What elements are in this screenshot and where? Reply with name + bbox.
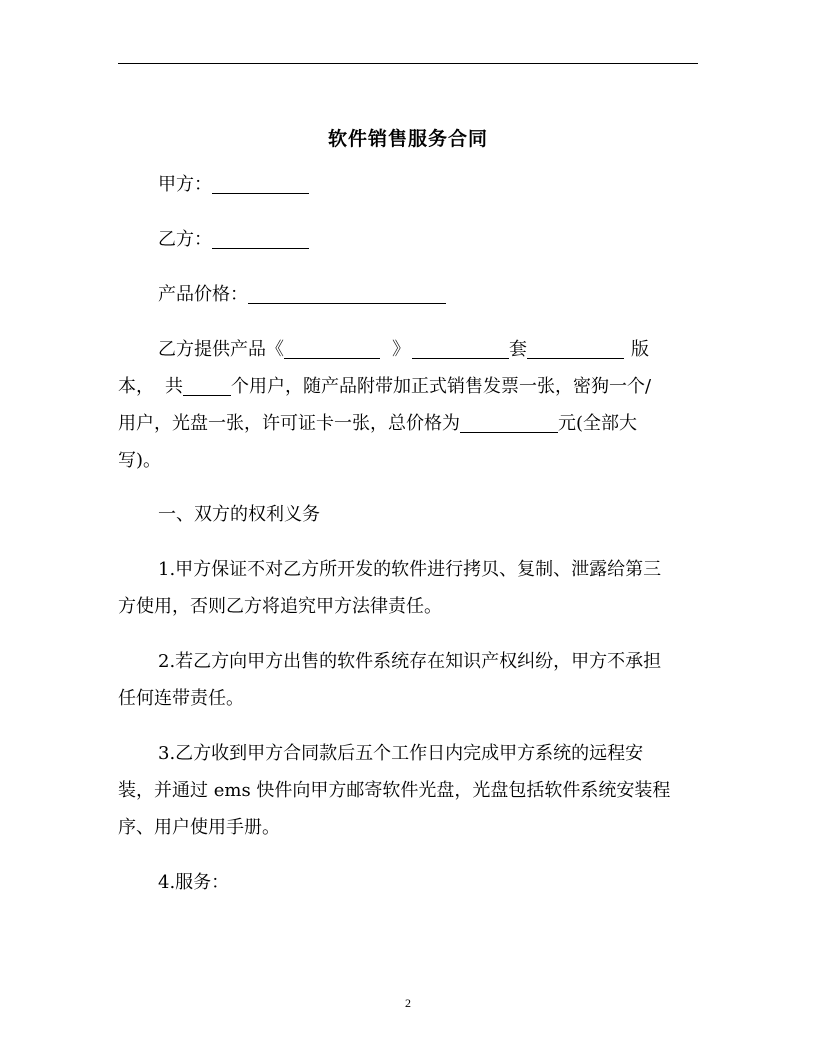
party-a-line — [158, 166, 698, 203]
clause-4-heading: 4.服务： — [158, 872, 230, 893]
clause-2-line-1: 2.若乙方向甲方出售的软件系统存在知识产权纠纷，甲方不承担 — [158, 651, 662, 672]
product-text: 用户，光盘一张，许可证卡一张，总价格为 — [118, 413, 460, 434]
page-number: 2 — [405, 996, 411, 1010]
party-b-line — [158, 221, 698, 258]
user-count-blank — [183, 375, 231, 396]
party-b-label: 乙方： — [158, 229, 212, 250]
clause-2-line-2: 任何连带责任。 — [118, 688, 244, 709]
party-a-blank — [212, 173, 309, 194]
product-text: 元(全部大 — [558, 413, 638, 434]
product-close-bracket: 》 — [392, 339, 410, 360]
clause-3-line-2: 装，并通过 ems 快件向甲方邮寄软件光盘，光盘包括软件系统安装程 — [118, 780, 671, 801]
clause-1-line-1: 1.甲方保证不对乙方所开发的软件进行拷贝、复制、泄露给第三 — [158, 559, 662, 580]
price-line — [158, 276, 698, 313]
price-label: 产品价格： — [158, 284, 248, 305]
product-text: 本， — [118, 376, 154, 397]
document-title: 软件销售服务合同 — [327, 128, 488, 150]
product-name-blank — [284, 338, 380, 359]
clause-1-line-2: 方使用，否则乙方将追究甲方法律责任。 — [118, 596, 442, 617]
product-text: 共 — [165, 376, 183, 397]
version-text: 版 — [631, 339, 649, 360]
section-heading: 一、双方的权利义务 — [158, 504, 320, 525]
unit-text: 套 — [509, 339, 527, 360]
header-rule — [118, 63, 698, 64]
quantity-blank — [412, 338, 509, 359]
product-text: 个用户，随产品附带加正式销售发票一张，密狗一个/ — [231, 376, 652, 397]
clause-3-line-1: 3.乙方收到甲方合同款后五个工作日内完成甲方系统的远程安 — [158, 743, 644, 764]
party-a-label: 甲方： — [158, 174, 212, 195]
product-text: 乙方提供产品《 — [158, 339, 284, 360]
total-price-blank — [460, 412, 558, 433]
product-line-1 — [158, 331, 698, 368]
clause-3-line-3: 序、用户使用手册。 — [118, 817, 280, 838]
party-b-blank — [212, 228, 309, 249]
price-blank — [248, 283, 446, 304]
product-line-3 — [118, 405, 698, 442]
product-line-2 — [118, 368, 698, 405]
version-blank — [527, 338, 624, 359]
product-line-4: 写)。 — [118, 450, 162, 471]
